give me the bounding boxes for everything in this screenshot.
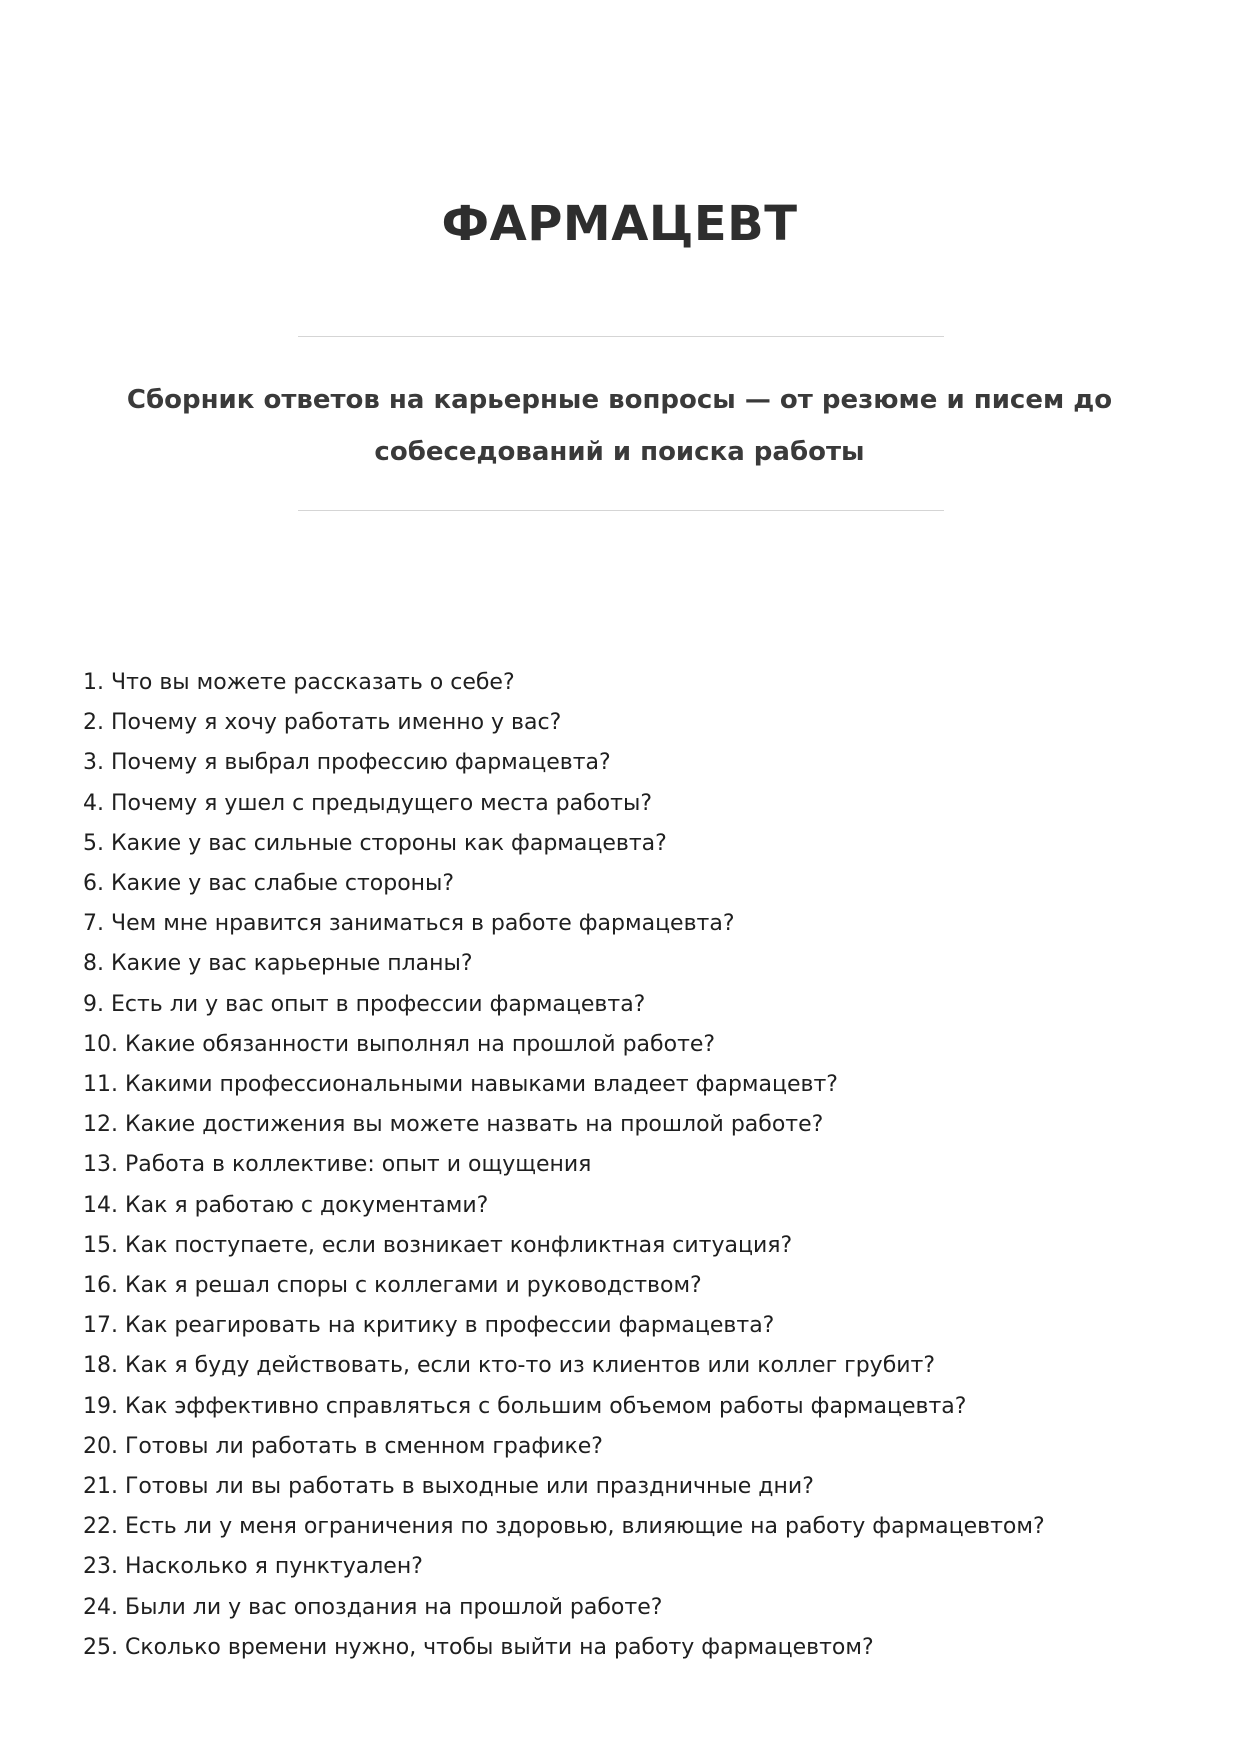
questions-list (83, 663, 1183, 1668)
divider-bottom (298, 510, 944, 511)
question-item: 11. Какими профессиональными навыками владеет фармацевт? (83, 1072, 838, 1098)
question-item: 4. Почему я ушел с предыдущего места работы? (83, 790, 653, 816)
question-item: 2. Почему я хочу работать именно у вас? (83, 710, 562, 736)
question-item: 9. Есть ли у вас опыт в профессии фармацевта? (83, 991, 646, 1017)
subtitle-line-2: собеседований и поиска работы (374, 437, 865, 467)
question-item: 22. Есть ли у меня ограничения по здоровью, влияющие на работу фармацевтом? (83, 1514, 1045, 1540)
question-item: 16. Как я решал споры с коллегами и руководством? (83, 1273, 702, 1299)
question-item: 5. Какие у вас сильные стороны как фармацевта? (83, 830, 667, 856)
question-item: 3. Почему я выбрал профессию фармацевта? (83, 750, 611, 776)
document-subtitle (100, 374, 1139, 478)
question-item: 15. Как поступаете, если возникает конфликтная ситуация? (83, 1232, 793, 1258)
question-item: 19. Как эффективно справляться с большим объемом работы фармацевта? (83, 1393, 967, 1419)
document-title: ФАРМАЦЕВТ (441, 196, 798, 252)
question-item: 8. Какие у вас карьерные планы? (83, 951, 473, 977)
subtitle-line-1: Сборник ответов на карьерные вопросы — от резюме и писем до (126, 385, 1113, 415)
divider-top (298, 336, 944, 337)
question-item: 17. Как реагировать на критику в профессии фармацевта? (83, 1313, 775, 1339)
question-item: 10. Какие обязанности выполнял на прошлой работе? (83, 1031, 716, 1057)
question-item: 23. Насколько я пунктуален? (83, 1554, 423, 1580)
question-item: 24. Были ли у вас опоздания на прошлой работе? (83, 1594, 663, 1620)
question-item: 12. Какие достижения вы можете назвать на прошлой работе? (83, 1112, 824, 1138)
question-item: 14. Как я работаю с документами? (83, 1192, 489, 1218)
question-item: 13. Работа в коллективе: опыт и ощущения (83, 1152, 592, 1178)
question-item: 6. Какие у вас слабые стороны? (83, 871, 455, 897)
question-item: 18. Как я буду действовать, если кто-то из клиентов или коллег грубит? (83, 1353, 936, 1379)
question-item: 1. Что вы можете рассказать о себе? (83, 670, 515, 695)
question-item: 25. Сколько времени нужно, чтобы выйти на работу фармацевтом? (83, 1634, 874, 1660)
question-item: 21. Готовы ли вы работать в выходные или праздничные дни? (83, 1474, 814, 1500)
question-item: 7. Чем мне нравится заниматься в работе фармацевта? (83, 911, 735, 937)
question-item: 20. Готовы ли работать в сменном графике? (83, 1433, 603, 1459)
